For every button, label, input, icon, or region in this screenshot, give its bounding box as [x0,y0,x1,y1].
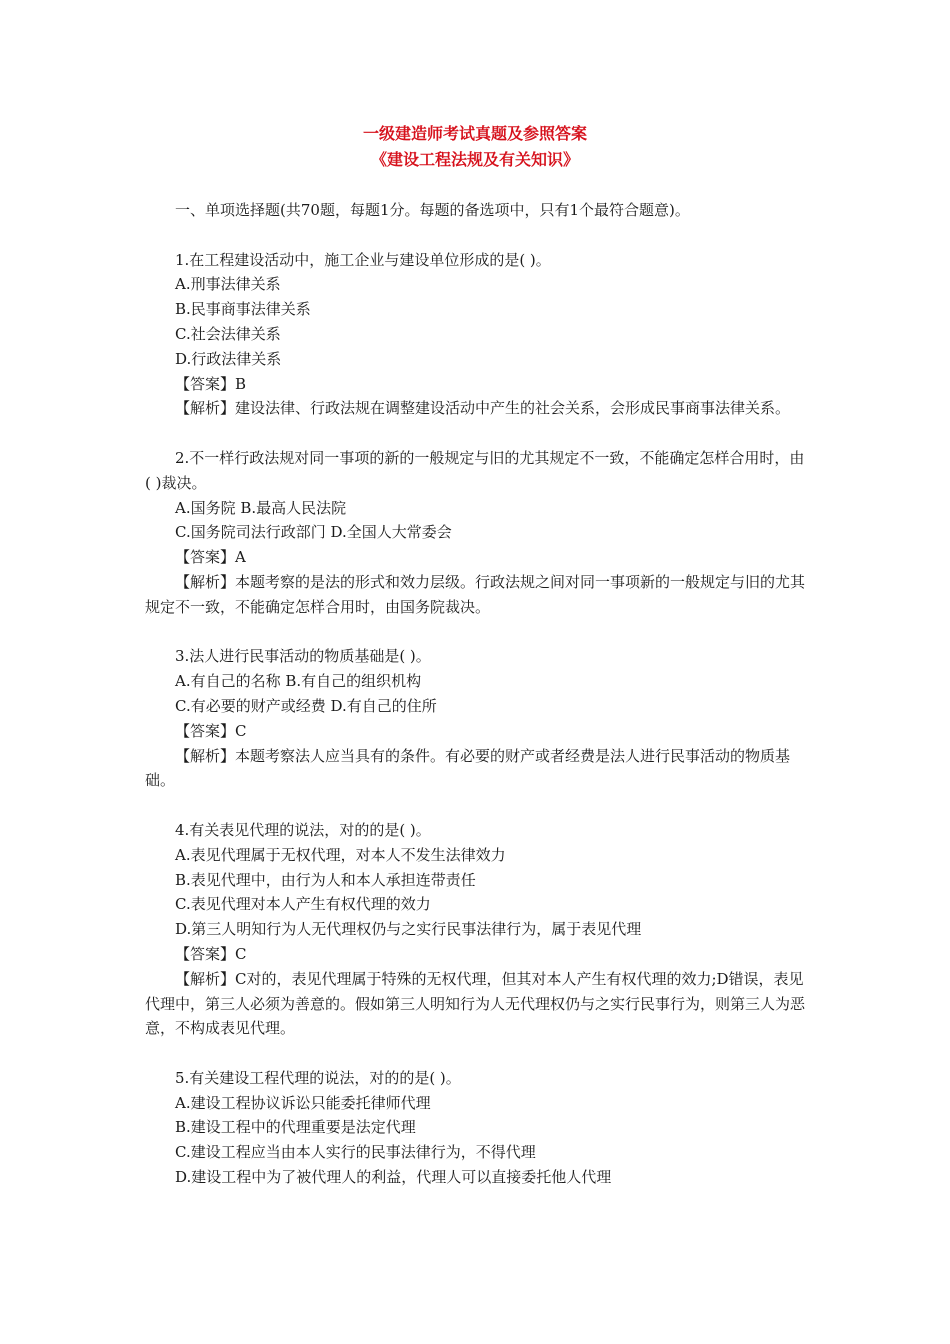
question-option: C.表见代理对本人产生有权代理的效力 [175,895,431,914]
question-stem: 5.有关建设工程代理的说法，对的的是( )。 [175,1068,461,1087]
question-answer: 【答案】C [175,721,247,740]
question-option: C.有必要的财产或经费 D.有自己的住所 [175,696,437,715]
question-stem: 1.在工程建设活动中，施工企业与建设单位形成的是( )。 [175,250,551,269]
question-3 [145,644,805,793]
question-option: D.第三人明知行为人无代理权仍与之实行民事法律行为，属于表见代理 [175,920,642,939]
question-stem: 4.有关表见代理的说法，对的的是( )。 [175,820,431,839]
section-heading: 一、单项选择题(共70题，每题1分。每题的备选项中，只有1个最符合题意)。 [175,201,690,219]
question-option: C.建设工程应当由本人实行的民事法律行为，不得代理 [175,1143,536,1162]
question-option: D.行政法律关系 [175,349,282,368]
question-answer: 【答案】C [175,944,247,963]
question-answer: 【答案】A [175,548,246,567]
question-analysis: 【解析】本题考察的是法的形式和效力层级。行政法规之间对同一事项新的一般规定与旧的尤其规定不一致，不能确定怎样合用时，由国务院裁决。 [145,572,806,616]
question-option: A.有自己的名称 B.有自己的组织机构 [175,672,422,691]
question-option: A.国务院 B.最高人民法院 [175,498,347,517]
question-analysis: 【解析】建设法律、行政法规在调整建设活动中产生的社会关系，会形成民事商事法律关系。 [175,399,791,418]
question-option: C.国务院司法行政部门 D.全国人大常委会 [175,523,452,542]
question-option: C.社会法律关系 [175,324,281,343]
question-option: A.表见代理属于无权代理，对本人不发生法律效力 [175,845,506,864]
question-option: B.民事商事法律关系 [175,300,311,319]
question-2 [145,446,805,620]
question-analysis: 【解析】C对的，表见代理属于特殊的无权代理，但其对本人产生有权代理的效力;D错误，表见代理中，第三人必须为善意的。假如第三人明知行为人无代理权仍与之实行民事行为，则第三人为恶意，不构成表见代理。 [145,969,806,1038]
question-option: B.表见代理中，由行为人和本人承担连带责任 [175,870,476,889]
question-answer: 【答案】B [175,374,247,393]
question-option: A.建设工程协议诉讼只能委托律师代理 [175,1093,431,1112]
question-1 [145,248,805,422]
question-option: A.刑事法律关系 [175,275,281,294]
question-analysis: 【解析】本题考察法人应当具有的条件。有必要的财产或者经费是法人进行民事活动的物质基础。 [145,746,791,790]
question-option: B.建设工程中的代理重要是法定代理 [175,1118,416,1137]
question-option: D.建设工程中为了被代理人的利益，代理人可以直接委托他人代理 [175,1168,612,1187]
document-title: 一级建造师考试真题及参照答案 [362,124,587,143]
document-body [145,198,805,1190]
question-5 [145,1066,805,1190]
question-stem: 3.法人进行民事活动的物质基础是( )。 [175,647,431,666]
document-subtitle: 《建设工程法规及有关知识》 [370,150,579,169]
question-4 [145,818,805,1041]
question-stem: 2.不一样行政法规对同一事项的新的一般规定与旧的尤其规定不一致，不能确定怎样合用时，由( )裁决。 [145,448,805,492]
